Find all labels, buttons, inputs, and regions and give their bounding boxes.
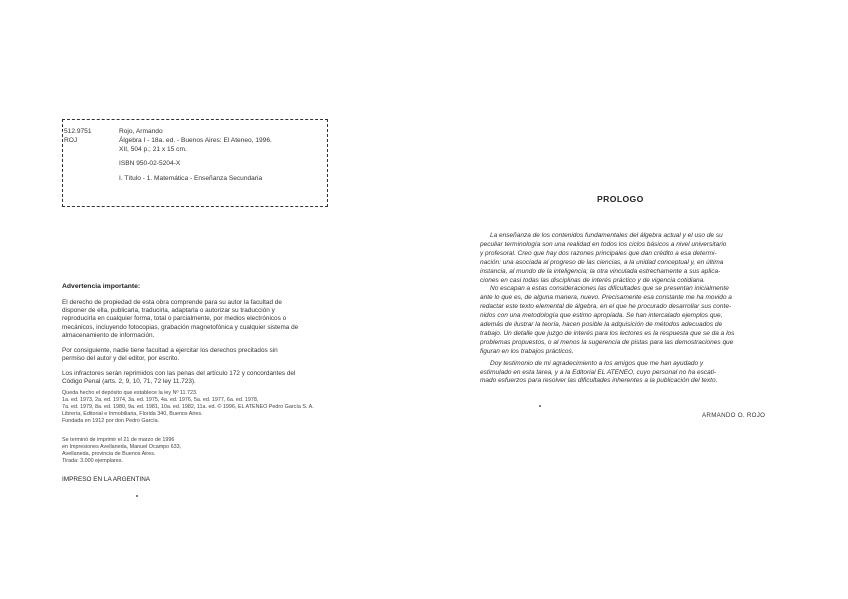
signature: ARMANDO O. ROJO bbox=[702, 412, 766, 419]
printed-in-label: IMPRESO EN LA ARGENTINA bbox=[62, 476, 151, 483]
prologue-line: figuran en los trabajos prácticos. bbox=[480, 347, 574, 355]
catalog-card bbox=[62, 119, 328, 207]
prologue-line: instancia, al mundo de la inteligencia; la otra vinculada estrechamente a sus aplica- bbox=[480, 267, 721, 275]
catalog-line: Álgebra I - 18a. ed. - Buenos Aires: El Ateneo, 1996. bbox=[119, 137, 272, 144]
notice-title: Advertencia importante: bbox=[62, 283, 141, 290]
print-line: Tirada: 3.000 ejemplares. bbox=[62, 458, 123, 464]
prologue-line: La enseñanza de los contenidos fundamentales del álgebra actual y el uso de su bbox=[490, 232, 723, 239]
prologue-line: problemas propuestos, o al menos la sugerencia de pistas para las demostraciones que bbox=[480, 338, 734, 346]
notice-paragraph: Por consiguiente, nadie tiene facultad a ejercitar los derechos precitados sin permiso del autor y del editor, por escrito. bbox=[62, 347, 278, 363]
catalog-line: I. Título - 1. Matemática - Enseñanza Secundaria bbox=[119, 175, 263, 182]
prologue-line: nidos con una metodología que estimo apropiada. Se han intercalado ejemplos que, bbox=[480, 312, 723, 320]
prologue-line: mado esfuerzos para resolver las dificultades inherentes a la publicación del texto. bbox=[480, 377, 718, 385]
prologue-line: peculiar terminología son una realidad en todos los ciclos básicos a nivel universitario bbox=[480, 240, 727, 248]
legal-line: 7a. ed. 1979, 8a. ed. 1980, 9a. ed. 1981, 10a. ed. 1982, 11a. ed. © 1996, EL ATENEO Pedro García S. A. bbox=[62, 404, 314, 410]
prologue-line: además de ilustrar la teoría, hacen posible la adquisición de métodos adecuados de bbox=[480, 321, 723, 328]
catalog-line: Rojo, Armando bbox=[119, 128, 163, 135]
prologue-line: y profesoral. Creo que hay dos razones principales que dan crédito a esa determi- bbox=[480, 249, 717, 257]
legal-line: Fundada en 1912 por don Pedro García. bbox=[62, 418, 160, 424]
catalog-code: ROJ bbox=[64, 137, 78, 144]
legal-line: 1a. ed. 1973, 2a. ed. 1974, 3a. ed. 1975, 4a. ed. 1976, 5a. ed. 1977, 6a. ed. 1978, bbox=[62, 397, 259, 403]
right-page bbox=[424, 0, 848, 599]
prologue-line: Doy testimonio de mi agradecimiento a los amigos que me han ayudado y bbox=[490, 359, 704, 367]
catalog-line: ISBN 950-02-5204-X bbox=[119, 160, 181, 167]
prologue-line: trabajo. Un detalle que juzgo de interés para los lectores es la respuesta que se da a los bbox=[480, 329, 735, 337]
legal-line: Librería, Editorial e Inmobiliaria, Florida 340, Buenos Aires. bbox=[62, 411, 203, 417]
prologue-title: PROLOGO bbox=[597, 194, 644, 204]
catalog-code: 512.9751 bbox=[64, 128, 92, 135]
prologue-line: redactar este texto elemental de álgebra, en el que he procurado desarrollar sus conte- bbox=[480, 303, 732, 311]
print-line: en Impresiones Avellaneda, Manuel Ocampo 633, bbox=[62, 444, 182, 450]
prologue-line: ante lo que es, de alguna manera, nuevo. Precisamente esa constante me ha movido a bbox=[480, 294, 732, 302]
prologue-line: estimulado en esta tarea, y a la Editorial EL ATENEO, cuyo personal no ha escati- bbox=[480, 368, 717, 376]
prologue-line: ciones en casi todas las disciplinas de interés práctico y de vigencia cotidiana. bbox=[480, 276, 706, 284]
prologue-line: nación: una asociada al progreso de las ciencias, a la unidad conceptual y, en última bbox=[480, 258, 724, 266]
prologue-line: No escapan a estas consideraciones las dificultades que se presentan inicialmente bbox=[490, 285, 729, 293]
print-line: Se terminó de imprimir el 21 de marzo de 1996 bbox=[62, 437, 175, 443]
catalog-line: XII, 504 p.; 21 x 15 cm. bbox=[119, 146, 187, 153]
notice-paragraph: Los infractores serán reprimidos con las penas del artículo 172 y concordantes del Código Penal (arts. 2, 9, 10, 71, 72 ley 11.723). bbox=[62, 370, 296, 386]
scan-speck bbox=[136, 495, 138, 497]
notice-paragraph: El derecho de propiedad de esta obra comprende para su autor la facultad de disponer de ella, publicarla, traducirla, adaptarla o autorizar su traducción y reproducirla en cualquier forma, total o parcialmente, por medios electrónicos o mecánicos, incluyendo fotocopias, grabación magnetofónica y cualquier sistema de almacenamiento de información. bbox=[62, 299, 299, 339]
legal-line: Queda hecho el depósito que establece la ley Nº 11.723. bbox=[62, 390, 198, 396]
scan-speck bbox=[539, 405, 541, 407]
print-line: Avellaneda, provincia de Buenos Aires. bbox=[62, 451, 156, 457]
